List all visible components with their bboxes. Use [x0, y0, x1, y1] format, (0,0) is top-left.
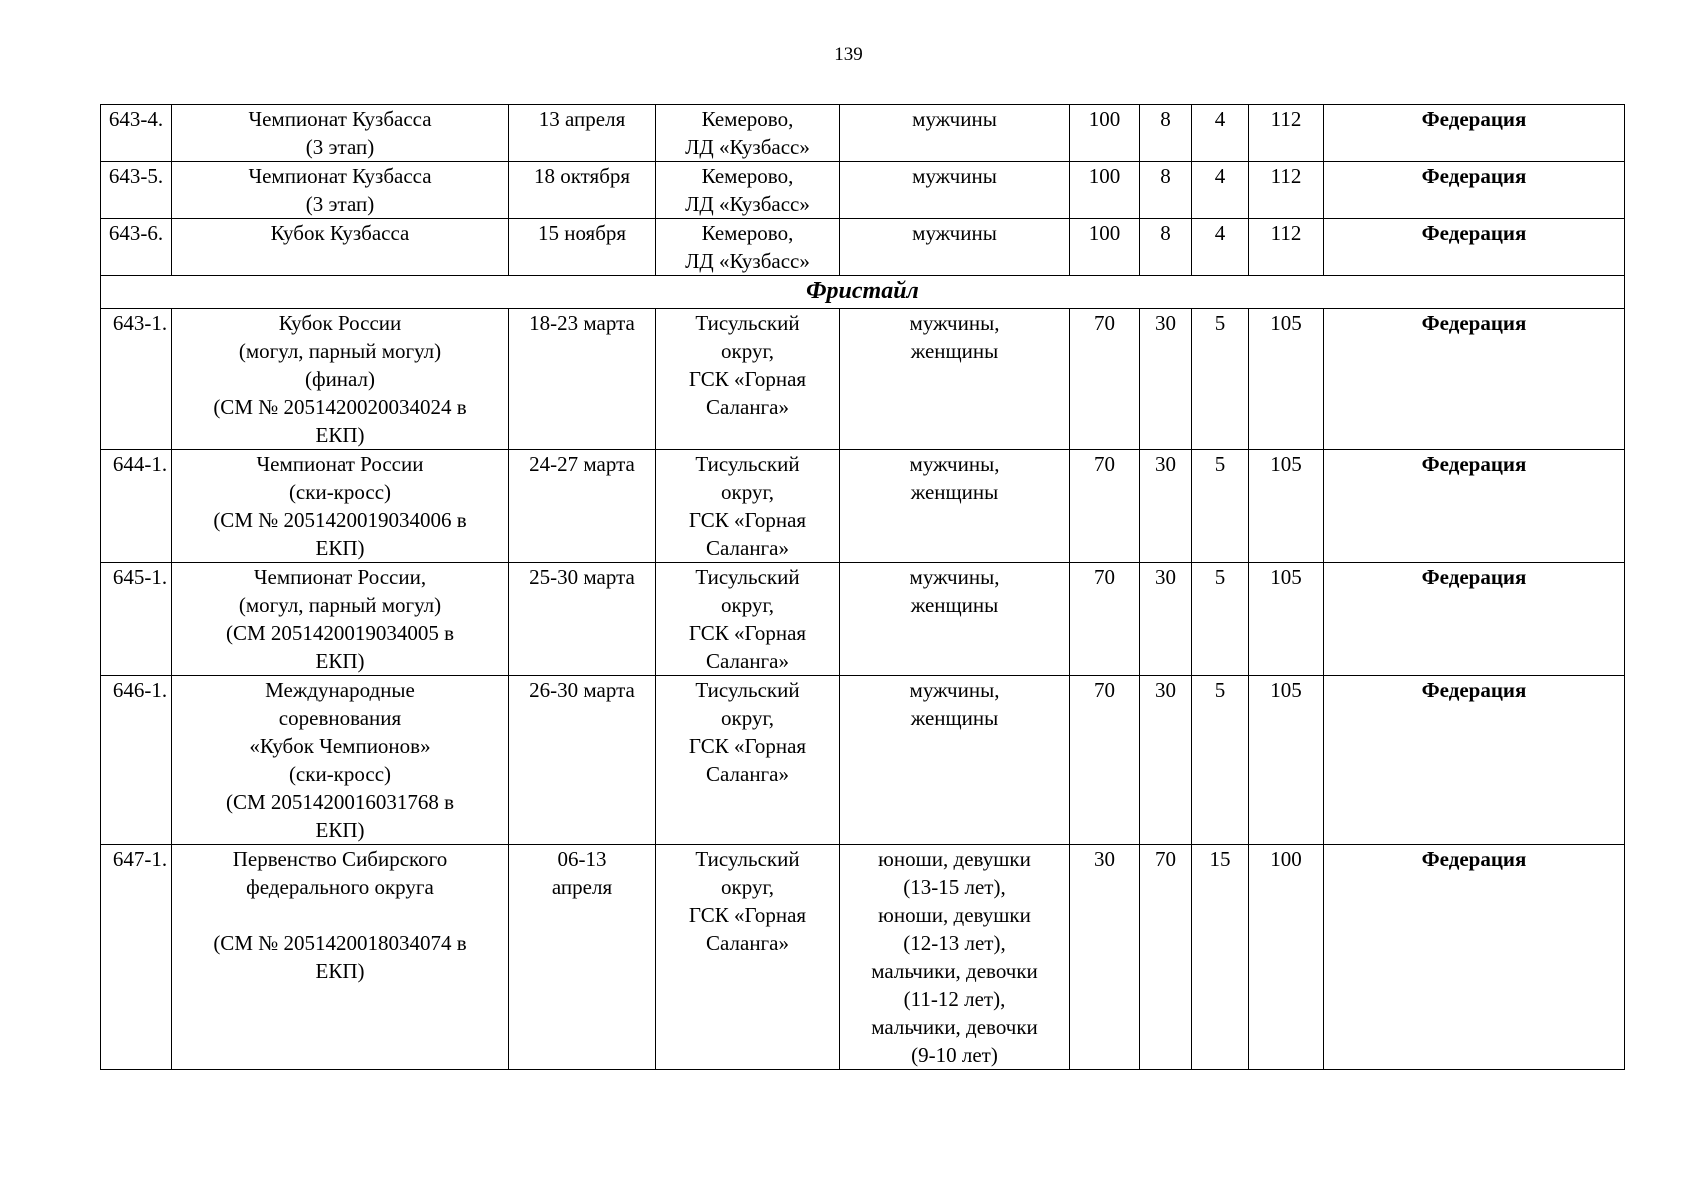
event-place: Кемерово, ЛД «Кузбасс» — [656, 105, 840, 162]
count-1: 100 — [1070, 162, 1140, 219]
table-row — [101, 563, 1625, 676]
event-title: Международные соревнования «Кубок Чемпионов» (ски-кросс) (СМ 2051420016031768 в ЕКП) — [172, 676, 509, 845]
events-table — [100, 104, 1625, 1070]
event-participants: мужчины, женщины — [840, 309, 1070, 450]
event-place: Тисульский округ, ГСК «Горная Саланга» — [656, 309, 840, 450]
table-row — [101, 162, 1625, 219]
event-place: Тисульский округ, ГСК «Горная Саланга» — [656, 676, 840, 845]
event-participants: юноши, девушки (13-15 лет), юноши, девушки (12-13 лет), мальчики, девочки (11-12 лет), мальчики, девочки (9-10 лет) — [840, 845, 1070, 1070]
event-number: 643-6. — [101, 219, 172, 276]
count-1: 70 — [1070, 450, 1140, 563]
table-row — [101, 105, 1625, 162]
event-participants: мужчины — [840, 162, 1070, 219]
event-organizer: Федерация — [1324, 845, 1625, 1070]
count-total: 112 — [1249, 219, 1324, 276]
count-3: 5 — [1192, 309, 1249, 450]
event-number: 643-5. — [101, 162, 172, 219]
table-row — [101, 450, 1625, 563]
event-number: 647-1. — [101, 845, 172, 1070]
count-total: 112 — [1249, 105, 1324, 162]
count-total: 105 — [1249, 676, 1324, 845]
count-3: 4 — [1192, 105, 1249, 162]
count-2: 30 — [1140, 450, 1192, 563]
event-organizer: Федерация — [1324, 450, 1625, 563]
page-number: 139 — [834, 44, 863, 65]
event-title: Чемпионат Кузбасса (3 этап) — [172, 105, 509, 162]
count-3: 4 — [1192, 162, 1249, 219]
count-2: 8 — [1140, 219, 1192, 276]
event-organizer: Федерация — [1324, 162, 1625, 219]
event-organizer: Федерация — [1324, 563, 1625, 676]
count-1: 30 — [1070, 845, 1140, 1070]
event-number: 646-1. — [101, 676, 172, 845]
event-participants: мужчины — [840, 219, 1070, 276]
count-1: 70 — [1070, 563, 1140, 676]
section-row — [101, 276, 1625, 309]
count-2: 8 — [1140, 105, 1192, 162]
count-2: 70 — [1140, 845, 1192, 1070]
event-number: 643-1. — [101, 309, 172, 450]
count-total: 100 — [1249, 845, 1324, 1070]
count-1: 70 — [1070, 676, 1140, 845]
event-organizer: Федерация — [1324, 676, 1625, 845]
event-date: 18-23 марта — [509, 309, 656, 450]
event-date: 25-30 марта — [509, 563, 656, 676]
event-number: 643-4. — [101, 105, 172, 162]
count-total: 112 — [1249, 162, 1324, 219]
event-title: Кубок России (могул, парный могул) (финал) (СМ № 2051420020034024 в ЕКП) — [172, 309, 509, 450]
event-date: 26-30 марта — [509, 676, 656, 845]
event-participants: мужчины, женщины — [840, 450, 1070, 563]
event-date: 13 апреля — [509, 105, 656, 162]
event-title: Чемпионат России (ски-кросс) (СМ № 2051420019034006 в ЕКП) — [172, 450, 509, 563]
event-place: Кемерово, ЛД «Кузбасс» — [656, 219, 840, 276]
event-place: Тисульский округ, ГСК «Горная Саланга» — [656, 845, 840, 1070]
event-place: Кемерово, ЛД «Кузбасс» — [656, 162, 840, 219]
count-2: 8 — [1140, 162, 1192, 219]
event-title: Чемпионат России, (могул, парный могул) (СМ 2051420019034005 в ЕКП) — [172, 563, 509, 676]
count-3: 15 — [1192, 845, 1249, 1070]
count-1: 100 — [1070, 105, 1140, 162]
section-title: Фристайл — [101, 276, 1625, 309]
event-date: 24-27 марта — [509, 450, 656, 563]
event-organizer: Федерация — [1324, 309, 1625, 450]
count-2: 30 — [1140, 563, 1192, 676]
count-1: 70 — [1070, 309, 1140, 450]
count-2: 30 — [1140, 676, 1192, 845]
count-2: 30 — [1140, 309, 1192, 450]
event-title: Кубок Кузбасса — [172, 219, 509, 276]
table-row — [101, 309, 1625, 450]
event-title: Чемпионат Кузбасса (3 этап) — [172, 162, 509, 219]
event-date: 15 ноября — [509, 219, 656, 276]
event-number: 644-1. — [101, 450, 172, 563]
event-place: Тисульский округ, ГСК «Горная Саланга» — [656, 563, 840, 676]
count-total: 105 — [1249, 450, 1324, 563]
event-participants: мужчины, женщины — [840, 563, 1070, 676]
count-total: 105 — [1249, 563, 1324, 676]
event-date: 18 октября — [509, 162, 656, 219]
event-date: 06-13 апреля — [509, 845, 656, 1070]
count-3: 5 — [1192, 563, 1249, 676]
event-participants: мужчины — [840, 105, 1070, 162]
table-row — [101, 219, 1625, 276]
count-3: 5 — [1192, 676, 1249, 845]
event-number: 645-1. — [101, 563, 172, 676]
count-1: 100 — [1070, 219, 1140, 276]
event-organizer: Федерация — [1324, 105, 1625, 162]
event-title: Первенство Сибирского федерального округа (СМ № 2051420018034074 в ЕКП) — [172, 845, 509, 1070]
table-row — [101, 845, 1625, 1070]
count-3: 4 — [1192, 219, 1249, 276]
event-organizer: Федерация — [1324, 219, 1625, 276]
table-row — [101, 676, 1625, 845]
event-participants: мужчины, женщины — [840, 676, 1070, 845]
count-3: 5 — [1192, 450, 1249, 563]
event-place: Тисульский округ, ГСК «Горная Саланга» — [656, 450, 840, 563]
count-total: 105 — [1249, 309, 1324, 450]
